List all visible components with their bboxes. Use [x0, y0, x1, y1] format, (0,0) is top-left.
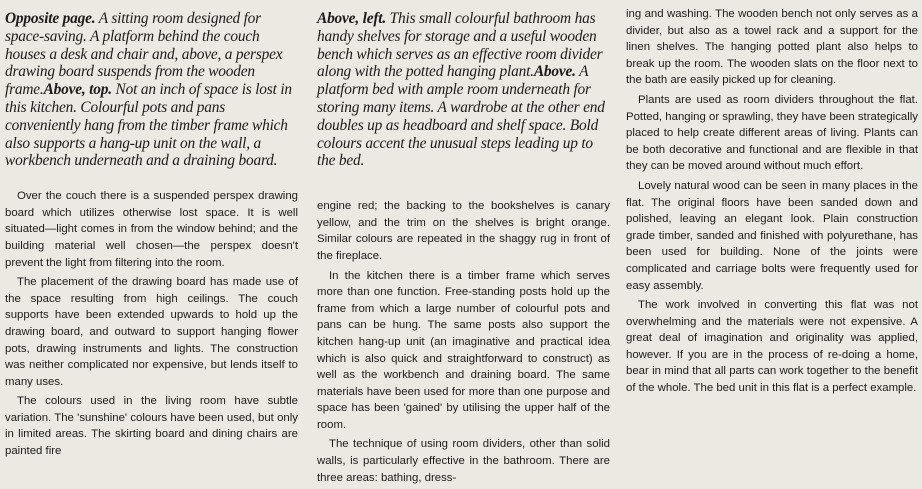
caption-text: A platform bed with ample room underneath for storing many items. A wardrobe at the other end doubles up as headboard and shelf space. Bold colours accent the unusual steps leading up to the bed. — [317, 63, 605, 170]
column-1 — [5, 0, 298, 463]
body-text-column-2 — [317, 198, 610, 486]
paragraph: Over the couch there is a suspended perspex drawing board which utilizes otherwise lost space. It is well situated—light comes in from the window behind; and the building material well chosen—the perspex doesn't prevent the light from filtering into the room. — [5, 190, 298, 269]
caption-opposite-page — [5, 10, 298, 170]
caption-lead: Opposite page. — [5, 10, 96, 27]
paragraph: The placement of the drawing board has made use of the space resulting from high ceilings. The couch supports have been extended upwards to hold up the drawing board, and outward to support hanging flower pots, drawing instruments and lights. The construction was neither complicated nor expensive, but lends itself to many uses. — [5, 276, 298, 388]
paragraph: The work involved in converting this flat was not overwhelming and the materials were not expensive. A great deal of imagination and originality was applied, however. If you are in the process of re-doing a home, bear in mind that all parts can work together to the benefit of the whole. The bed unit in this flat is a perfect example. — [626, 299, 918, 395]
caption-text: This small colourful bathroom has handy shelves for storage and a useful wooden bench which serves as an effective room divider along with the potted hanging plant. — [317, 10, 603, 81]
paragraph: The technique of using room dividers, other than solid walls, is particularly effective in the bathroom. There are three areas: bathing, dress- — [317, 438, 610, 484]
caption-lead: Above. — [533, 63, 576, 81]
paragraph: ing and washing. The wooden bench not only serves as a divider, but also as a towel rack and a support for the linen shelves. The hanging potted plant also helps to break up the room. The wooden slats on the floor next to the bath are easily picked up for cleaning. — [626, 8, 918, 87]
column-3 — [626, 0, 918, 400]
paragraph: engine red; the backing to the bookshelves is canary yellow, and the trim on the shelves is bright orange. Similar colours are repeated in the shaggy rug in front of the fireplace. — [317, 200, 610, 262]
paragraph: The colours used in the living room have subtle variation. The 'sunshine' colours have been used, but only in limited areas. The skirting board and dining chairs are painted fire — [5, 395, 298, 458]
column-2 — [317, 0, 610, 489]
body-text-column-1 — [5, 188, 298, 460]
caption-lead: Above, left. — [317, 10, 386, 27]
body-text-column-3 — [626, 6, 918, 397]
caption-text: Not an inch of space is lost in this kitchen. Colourful pots and pans conveniently hang from the timber frame which also supports a hang-up unit on the wall, a workbench underneath and a draining board. — [5, 81, 292, 170]
caption-above-left — [317, 10, 610, 170]
paragraph: In the kitchen there is a timber frame which serves more than one function. Free-standing posts hold up the frame from which a large number of colourful pots and pans can be hung. The same posts also support the kitchen hang-up unit (an imaginative and practical idea which is also quick and straightforward to construct) as well as the workbench and draining board. The same materials have been used for more than one purpose and space has been 'gained' by utilising the upper half of the room. — [317, 269, 610, 431]
caption-lead: Above, top. — [43, 81, 112, 99]
caption-text: A sitting room designed for space-saving. A platform behind the couch houses a desk and chair and, above, a perspex drawing board suspends from the wooden frame. — [5, 10, 283, 99]
paragraph: Plants are used as room dividers throughout the flat. Potted, hanging or sprawling, they have been strategically placed to help create different areas of living. Plants can be both decorative and functional and are flexible in that they can be moved around without much effort. — [626, 93, 918, 173]
paragraph: Lovely natural wood can be seen in many places in the flat. The original floors have been sanded down and polished, leaving an elegant look. Plain construction grade timber, sanded and finished with polyurethane, has been used for building. None of the joints were complicated and carriage bolts were frequently used for easy assembly. — [626, 179, 918, 292]
